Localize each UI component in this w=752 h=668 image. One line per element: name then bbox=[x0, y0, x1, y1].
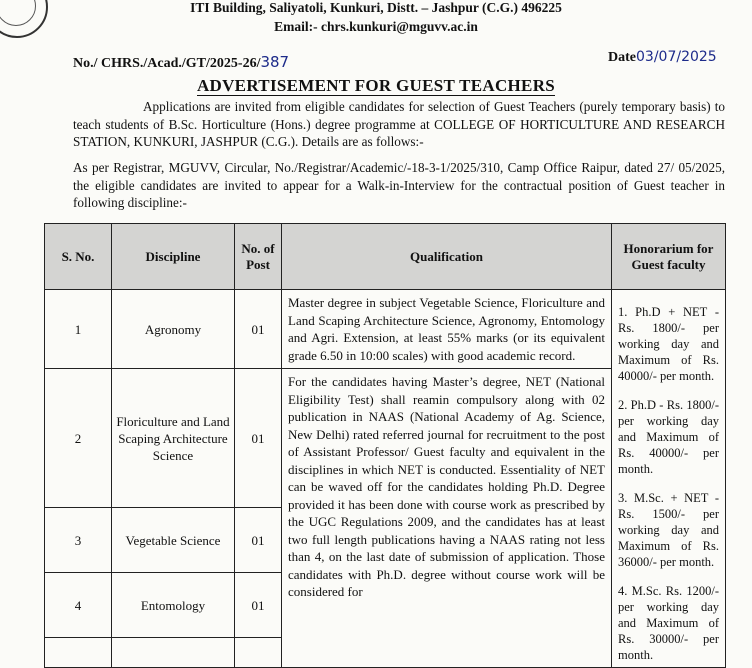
header-discipline: Discipline bbox=[112, 224, 235, 290]
header-qualification: Qualification bbox=[282, 224, 612, 290]
honorarium-item: 4. M.Sc. Rs. 1200/- per working day and Maximum of Rs. 30000/- per month. bbox=[618, 584, 719, 662]
row-discipline: Vegetable Science bbox=[112, 508, 235, 573]
reference-prefix: No./ CHRS./Acad./GT/2025-26/ bbox=[73, 56, 261, 71]
row-sno: 4 bbox=[45, 573, 112, 638]
header-sno: S. No. bbox=[45, 224, 112, 290]
qualification-general: Master degree in subject Vegetable Science, Floriculture and Land Scaping Architecture Science, Agronomy, Entomology and Agri. Extension, at least 55% marks (or its equivalent grade 6.50 in 10:00 scales) with good academic record. bbox=[282, 290, 612, 369]
row-posts-empty bbox=[235, 638, 282, 668]
row-sno: 2 bbox=[45, 369, 112, 508]
header-posts: No. of Post bbox=[235, 224, 282, 290]
row-posts: 01 bbox=[235, 573, 282, 638]
row-sno-empty bbox=[45, 638, 112, 668]
honorarium-cell bbox=[612, 290, 726, 668]
table-row bbox=[45, 290, 726, 369]
header-address: ITI Building, Saliyatoli, Kunkuri, Distt. – Jashpur (C.G.) 496225 bbox=[190, 0, 562, 15]
circular-paragraph: As per Registrar, MGUVV, Circular, No./Registrar/Academic/-18-3-1/2025/310, Camp Office Raipur, dated 27/ 05/2025, the eligible candidates are invited to appear for a Walk-in-Interview for the contractual position of Guest teacher in following discipline:- bbox=[73, 160, 725, 210]
row-sno: 1 bbox=[45, 290, 112, 369]
row-posts: 01 bbox=[235, 508, 282, 573]
qualification-net-requirement: For the candidates having Master’s degree, NET (National Eligibility Test) shall reamin compulsory along with 02 publication in NAAS (National Academy of Ag. Science, New Delhi) rated referred journal for recruitment to the post of Assistant Professor/ Guest faculty and equivalent in the disciplines in which NET is conducted. Essentiality of NET can be waved off for the candidates holding Ph.D. Degree provided it has been done with course work as prescribed by the UGC Regulations 2009, and the candidates has at least two full length publications having a NAAS rating not less than 4, on the last date of submission of application. Those candidates with Ph.D. degree without course work will be considered for bbox=[282, 369, 612, 668]
header-honorarium: Honorarium for Guest faculty bbox=[612, 224, 726, 290]
honorarium-item: 2. Ph.D - Rs. 1800/- per working day and Maximum of Rs. 40000/- per month. bbox=[618, 398, 719, 476]
honorarium-item: 1. Ph.D + NET - Rs. 1800/- per working day and Maximum of Rs. 40000/- per month. bbox=[618, 305, 719, 383]
honorarium-item: 3. M.Sc. + NET - Rs. 1500/- per working day and Maximum of Rs. 36000/- per month. bbox=[618, 491, 719, 569]
handwritten-number: 387 bbox=[260, 53, 290, 71]
row-discipline: Floriculture and Land Scaping Architecture Science bbox=[112, 369, 235, 508]
handwritten-date: 03/07/2025 bbox=[636, 49, 717, 65]
intro-paragraph: Applications are invited from eligible candidates for selection of Guest Teachers (purely temporary basis) to teach students of B.Sc. Horticulture (Hons.) degree programme at COLLEGE OF HORTICULTURE AND RESEARCH STATION, KUNKURI, JASHPUR (C.G.). Details are as follows:- bbox=[73, 99, 725, 149]
row-posts: 01 bbox=[235, 369, 282, 508]
vacancy-table bbox=[44, 223, 726, 668]
date-field bbox=[608, 49, 717, 66]
row-sno: 3 bbox=[45, 508, 112, 573]
reference-number bbox=[73, 53, 289, 72]
row-discipline: Agronomy bbox=[112, 290, 235, 369]
page-title: ADVERTISEMENT FOR GUEST TEACHERS bbox=[196, 76, 556, 95]
table-header-row bbox=[45, 224, 726, 290]
row-posts: 01 bbox=[235, 290, 282, 369]
row-discipline: Entomology bbox=[112, 573, 235, 638]
row-discipline-empty bbox=[112, 638, 235, 668]
header-email: Email:- chrs.kunkuri@mguvv.ac.in bbox=[274, 19, 478, 34]
date-label: Date bbox=[608, 50, 636, 65]
